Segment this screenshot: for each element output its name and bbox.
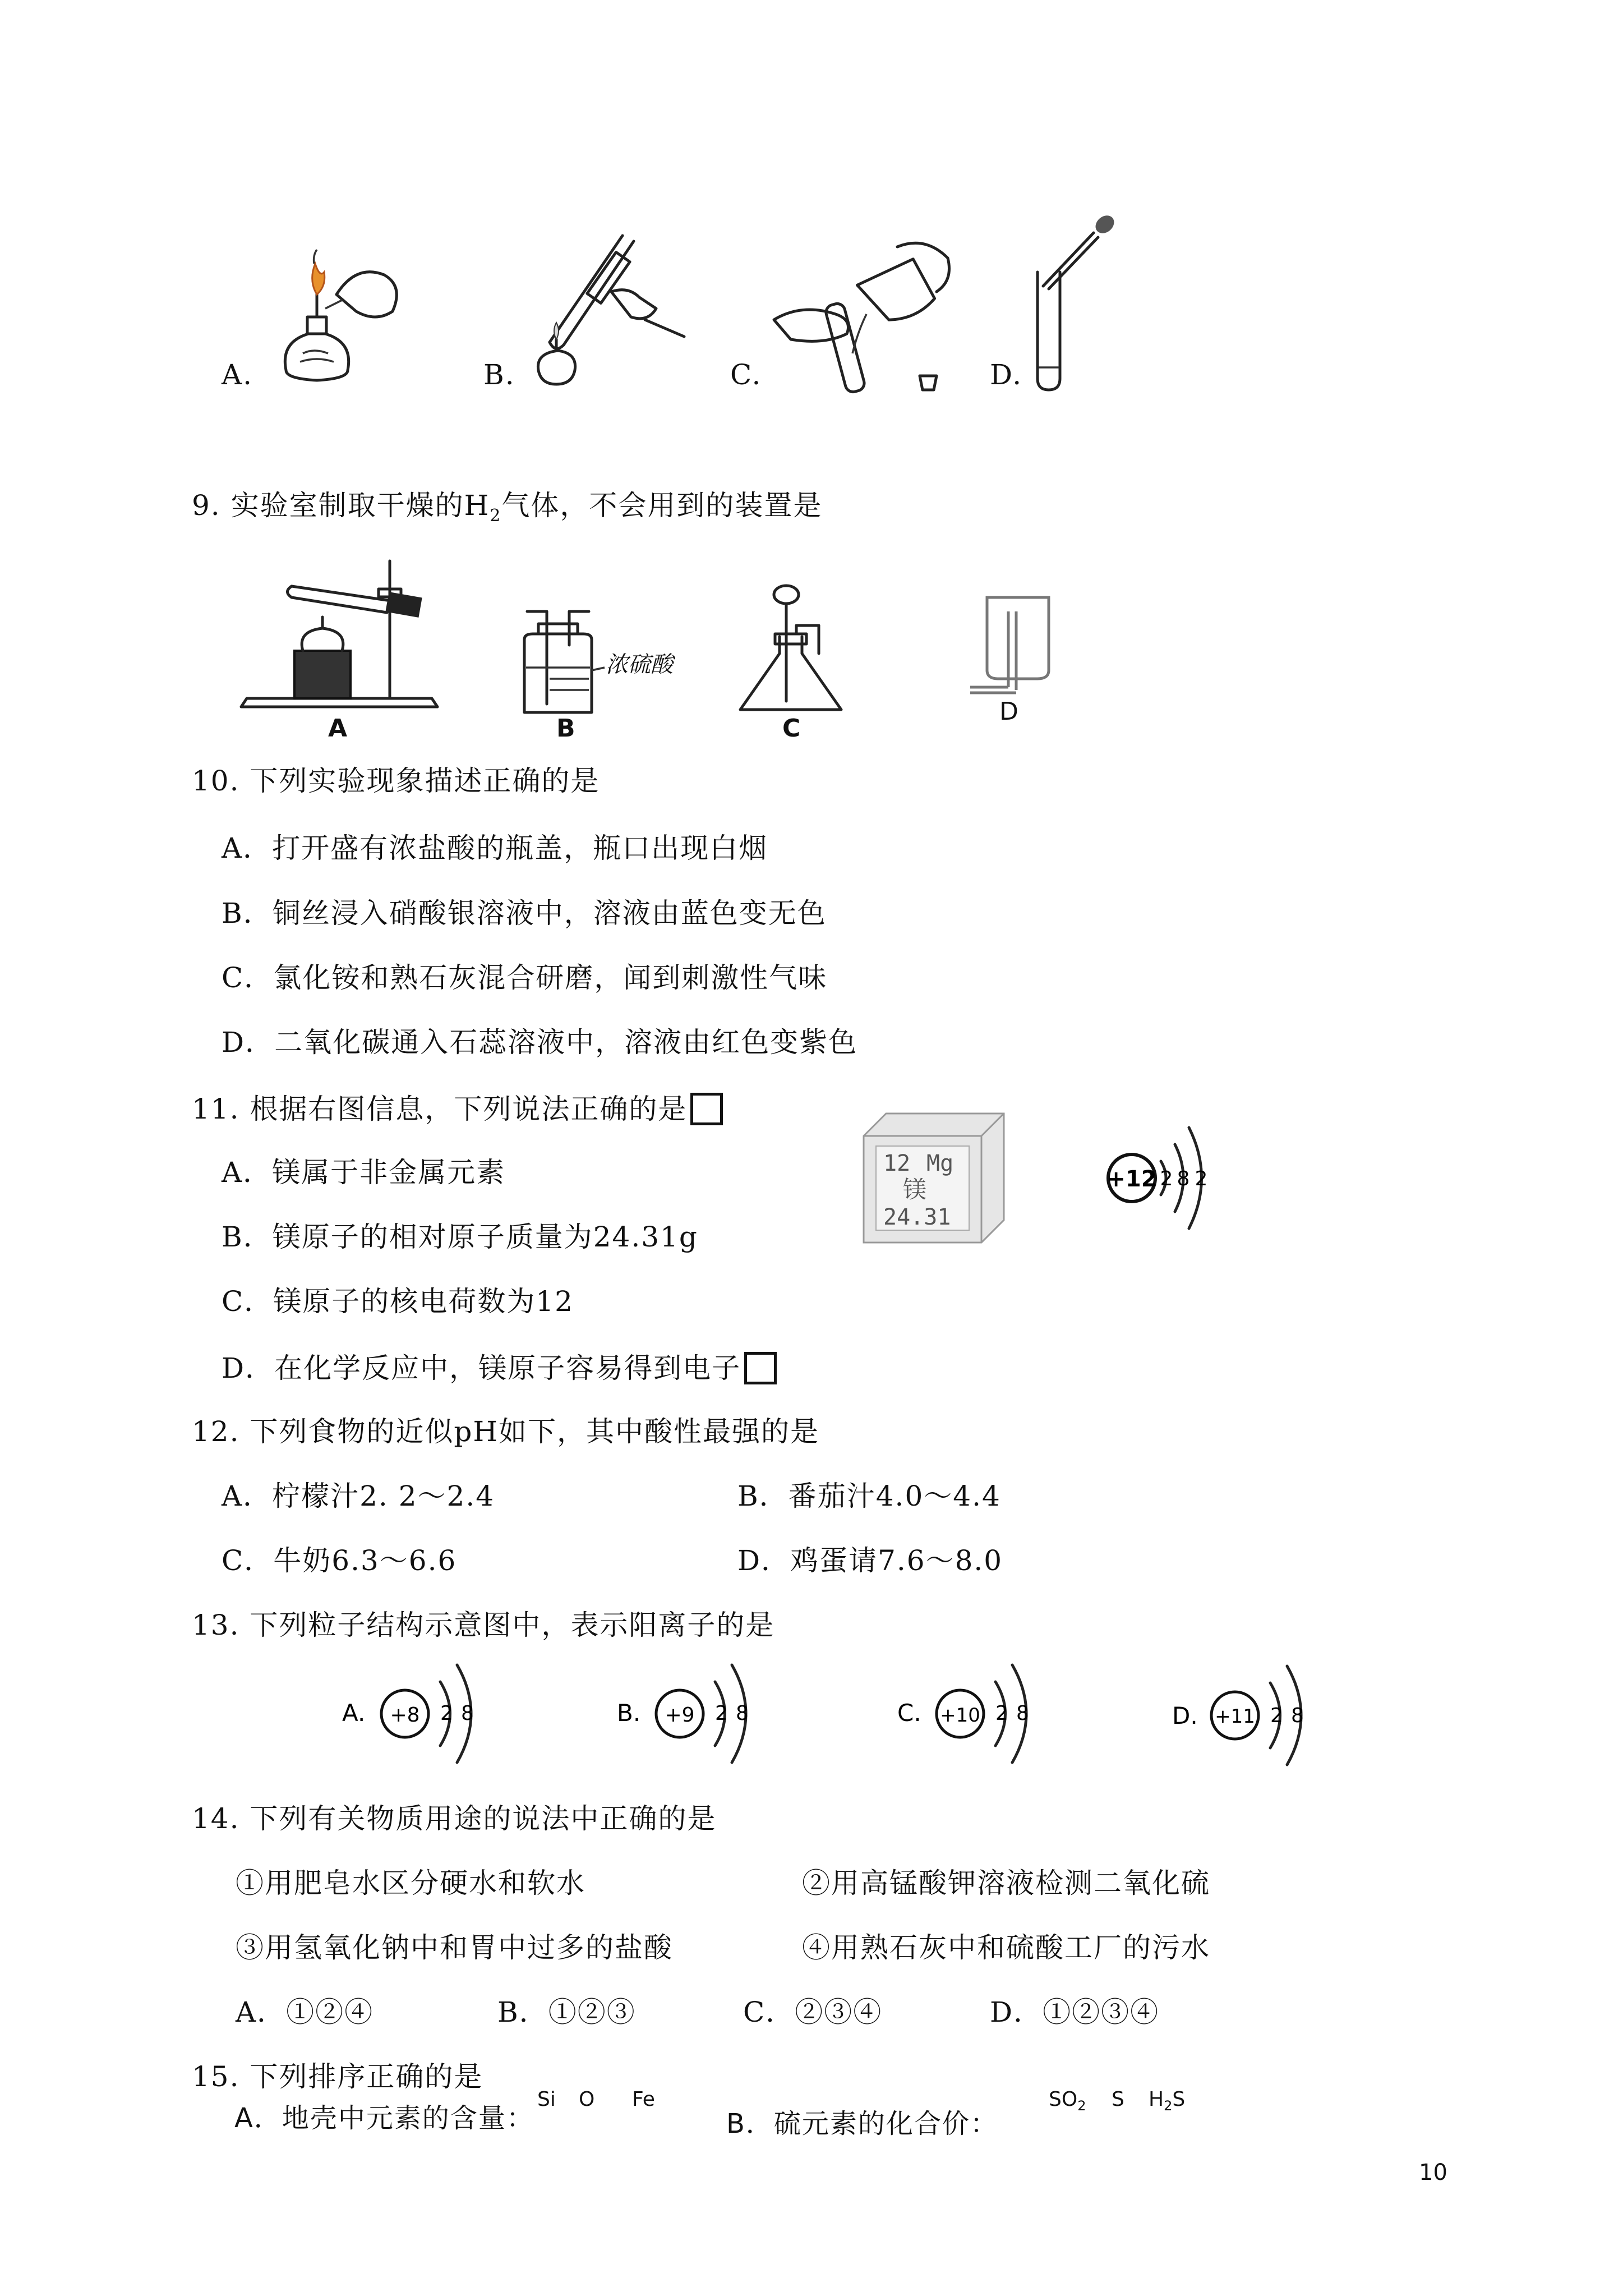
apparatus-c-illustration (735, 581, 847, 715)
q14-item-4: ④用熟石灰中和硫酸工厂的污水 (802, 1931, 1210, 1964)
q10-option-a: A．打开盛有浓盐酸的瓶盖，瓶口出现白烟 (222, 832, 768, 864)
q15-option-a-fe: Fe (632, 2088, 655, 2111)
q14-option-a: A．①②④ (236, 1996, 374, 2028)
q15-option-b-h2s (1149, 2088, 1185, 2114)
q13-diagram-a (336, 1659, 505, 1766)
atom-nucleus-charge: +12 (1106, 1166, 1157, 1192)
q12-stem: 12. 下列食物的近似pH如下，其中酸性最强的是 (192, 1415, 820, 1448)
q12-option-a: A．柠檬汁2. 2～2.4 (222, 1480, 495, 1512)
s-base: S (1112, 2088, 1124, 2111)
q9-number: 9. (192, 489, 221, 522)
apparatus-c-label: C (782, 714, 801, 743)
q13-diagram-c-label: C. (897, 1699, 921, 1727)
q9-stem (192, 491, 822, 524)
q13-diagram-c (892, 1659, 1060, 1766)
q13-diagram-b (611, 1659, 780, 1766)
q13-diagram-a-shell-2: 8 (461, 1702, 474, 1725)
q15-option-b-so2 (1049, 2088, 1086, 2114)
q13-diagram-d-label: D. (1172, 1702, 1198, 1729)
apparatus-d-illustration (965, 592, 1066, 698)
so2-base: SO (1049, 2088, 1078, 2111)
q8-option-a-label: A. (222, 358, 253, 391)
apparatus-d-label: D (999, 697, 1018, 726)
element-name: 镁 (903, 1176, 927, 1203)
atom-shell-2: 8 (1177, 1167, 1190, 1190)
q14-stem: 14. 下列有关物质用途的说法中正确的是 (192, 1802, 717, 1835)
q11-stem-text: 11. 根据右图信息，下列说法正确的是 (192, 1093, 688, 1125)
q14-option-b: B．①②③ (497, 1996, 636, 2028)
answer-box (690, 1093, 723, 1125)
magnesium-atom-diagram (1099, 1114, 1234, 1243)
lighting-alcohol-lamp-illustration (264, 241, 409, 393)
q11-option-c: C．镁原子的核电荷数为12 (222, 1285, 574, 1318)
q13-diagram-c-shell-1: 2 (995, 1702, 1008, 1725)
page-number: 10 (1419, 2160, 1447, 2185)
q11-stem (192, 1093, 723, 1125)
q11-option-d (222, 1352, 777, 1384)
q9-stem-prefix: 实验室制取干燥的H (230, 489, 490, 522)
q13-diagram-b-shell-1: 2 (715, 1702, 728, 1725)
q8-option-c-label: C. (730, 358, 762, 391)
q11-option-a: A．镁属于非金属元素 (222, 1156, 506, 1189)
apparatus-b-bottle-text: 浓硫酸 (606, 652, 673, 678)
q15-option-a-si: Si (537, 2088, 556, 2111)
q13-diagram-a-label: A. (342, 1699, 366, 1727)
q9-stem-sub: 2 (490, 506, 502, 526)
q14-option-c: C．②③④ (743, 1996, 883, 2028)
apparatus-b-label: B (556, 714, 575, 743)
q13-diagram-b-label: B. (617, 1699, 641, 1727)
q10-option-d: D．二氧化碳通入石蕊溶液中，溶液由红色变紫色 (222, 1026, 858, 1059)
q8-option-b-label: B. (483, 358, 515, 391)
q9-stem-suffix: 气体，不会用到的装置是 (501, 489, 823, 522)
q15-option-a-o: O (579, 2088, 595, 2111)
q13-stem: 13. 下列粒子结构示意图中，表示阳离子的是 (192, 1609, 775, 1641)
q13-diagram-d (1166, 1659, 1335, 1766)
so2-sub: 2 (1077, 2098, 1086, 2114)
q11-option-d-text: D．在化学反应中，镁原子容易得到电子 (222, 1352, 741, 1384)
h2s-sub: 2 (1164, 2098, 1173, 2114)
q14-item-1: ①用肥皂水区分硬水和软水 (236, 1867, 585, 1899)
element-symbol: Mg (926, 1151, 954, 1176)
h2s-base: H (1149, 2088, 1164, 2111)
q15-option-b-s (1112, 2088, 1124, 2111)
q12-option-d: D．鸡蛋请7.6～8.0 (737, 1544, 1003, 1577)
q13-diagram-d-shell-2: 8 (1291, 1704, 1304, 1727)
q13-diagram-b-shell-2: 8 (736, 1702, 749, 1725)
q11-option-b: B．镁原子的相对原子质量为24.31g (222, 1221, 698, 1253)
atom-shell-3: 2 (1195, 1167, 1208, 1190)
answer-box (744, 1352, 777, 1384)
element-atomic-mass: 24.31 (883, 1204, 951, 1230)
q13-diagram-a-shell-1: 2 (440, 1702, 453, 1725)
q13-diagram-c-shell-2: 8 (1016, 1702, 1029, 1725)
q14-item-3: ③用氢氧化钠中和胃中过多的盐酸 (236, 1931, 673, 1964)
q15-option-a: A．地壳中元素的含量： (234, 2102, 534, 2134)
q12-option-c: C．牛奶6.3～6.6 (222, 1544, 457, 1577)
dropper-test-tube-illustration (1026, 210, 1133, 395)
apparatus-a-label: A (328, 714, 348, 743)
q15-stem: 15. 下列排序正确的是 (192, 2060, 483, 2093)
q10-stem: 10. 下列实验现象描述正确的是 (192, 765, 600, 797)
h2s-tail: S (1172, 2088, 1186, 2111)
q13-diagram-d-shell-1: 2 (1270, 1704, 1283, 1727)
q8-option-d-label: D. (990, 358, 1023, 391)
q13-diagram-a-nucleus: +8 (390, 1704, 420, 1727)
atom-shell-1: 2 (1160, 1167, 1173, 1190)
q10-option-c: C．氯化铵和熟石灰混合研磨，闻到刺激性气味 (222, 961, 828, 994)
q15-option-b: B．硫元素的化合价： (726, 2108, 998, 2139)
q13-diagram-b-nucleus: +9 (665, 1704, 695, 1727)
q12-option-b: B．番茄汁4.0～4.4 (737, 1480, 1001, 1512)
q13-diagram-c-nucleus: +10 (940, 1704, 980, 1727)
magnesium-element-card (864, 1114, 1004, 1245)
apparatus-a-illustration (236, 550, 460, 718)
q14-item-2: ②用高锰酸钾溶液检测二氧化硫 (802, 1867, 1210, 1899)
q14-option-d: D．①②③④ (990, 1996, 1160, 2028)
q13-diagram-d-nucleus: +11 (1215, 1705, 1255, 1728)
test-tube-heating-illustration (516, 224, 695, 393)
element-atomic-number: 12 (883, 1151, 911, 1176)
q10-option-b: B．铜丝浸入硝酸银溶液中，溶液由蓝色变无色 (222, 897, 827, 930)
pouring-liquid-illustration (768, 236, 970, 398)
